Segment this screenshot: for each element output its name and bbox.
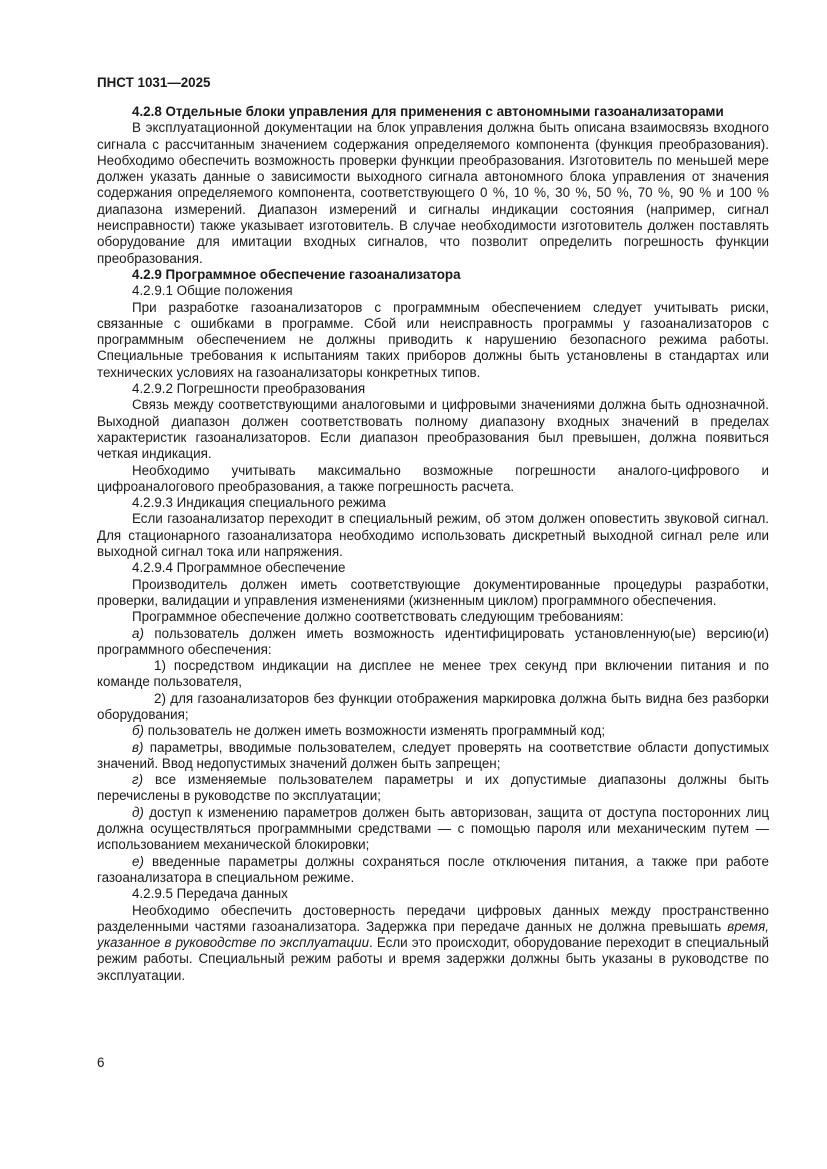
list-item-e: [97, 854, 769, 887]
section-4-2-9-5-paragraph: [97, 903, 769, 984]
section-4-2-9-2-paragraph-1: Связь между соответствующими аналоговыми и цифровыми значениями должна быть однозначной. Выходной диапазон должен соответствовать полному диапазону входных значений в пределах характеристик газоанализаторов. Если диапазон преобразования был превышен, должна появиться четкая индикация.: [97, 397, 769, 462]
section-4-2-9-2-heading: 4.2.9.2 Погрешности преобразования: [132, 381, 366, 397]
document-code: ПНСТ 1031—2025: [97, 75, 211, 90]
section-4-2-9-4-paragraph-2: Программное обеспечение должно соответствовать следующим требованиям:: [132, 609, 624, 625]
list-item-d-text: доступ к изменению параметров должен быть авторизован, защита от доступа посторонних лиц должна осуществляться программными средствами — с помощью пароля или механическим путем — использованием механической блокировки;: [97, 804, 769, 853]
section-4-2-9-1-paragraph: При разработке газоанализаторов с программным обеспечением следует учитывать риски, связанные с ошибками в программе. Сбой или неисправность программы у газоанализаторов с программным обеспечением не должны приводить к нарушению безопасного режима работы. Специальные требования к испытаниям таких приборов должны быть установлены в стандартах или технических условиях на газоанализаторы конкретных типов.: [97, 299, 769, 380]
section-4-2-9-5-heading: 4.2.9.5 Передача данных: [132, 886, 288, 902]
list-item-a: [97, 626, 769, 659]
list-item-v-text: параметры, вводимые пользователем, следует проверять на соответствие области допустимых значений. Ввод недопустимых значений должен быть запрещен;: [97, 739, 769, 771]
page-number: 6: [97, 1055, 105, 1070]
section-4-2-8-paragraph: В эксплуатационной документации на блок управления должна быть описана взаимосвязь входного сигнала с рассчитанным значением содержания определяемого компонента (функция преобразования). Необходимо обеспечить возможность проверки функции преобразования. Изготовитель по меньшей мере должен указать данные о зависимости выходного сигнала автономного блока управления от значения содержания определяемого компонента, соответствующего 0 %, 10 %, 30 %, 50 %, 70 %, 90 % и 100 % диапазона измерений. Диапазон измерений и сигналы индикации состояния (например, сигнал неисправности) также указывает изготовитель. В случае необходимости изготовитель должен поставлять оборудование для имитации входных сигналов, что позволит определить погрешность функции преобразования.: [97, 120, 769, 266]
data-transfer-text-start: Необходимо обеспечить достоверность передачи цифровых данных между пространственно разделенными частями газоанализатора. Задержка при передаче данных не должна превышать: [97, 902, 769, 934]
list-item-e-text: введенные параметры должны сохраняться после отключения питания, а также при работе газоанализатора в специальном режиме.: [97, 853, 769, 885]
list-item-a-1: 1) посредством индикации на дисплее не менее трех секунд при включении питания и по команде пользователя,: [97, 658, 769, 690]
section-4-2-9-1-heading: 4.2.9.1 Общие положения: [132, 283, 293, 299]
section-4-2-8-heading: 4.2.8 Отдельные блоки управления для применения с автономными газоанализаторами: [132, 104, 724, 119]
list-item-a-text: пользователь должен иметь возможность идентифицировать установленную(ые) версию(и) программного обеспечения:: [97, 625, 769, 657]
section-4-2-9-2-paragraph-2: Необходимо учитывать максимально возможные погрешности аналого-цифрового и цифроаналогового преобразования, а также погрешность расчета.: [97, 462, 769, 494]
list-item-v: [97, 740, 769, 773]
list-item-v-letter: в): [132, 739, 144, 755]
section-4-2-9-3-heading: 4.2.9.3 Индикация специального режима: [132, 495, 386, 511]
list-item-b-text: пользователь не должен иметь возможности изменять программный код;: [144, 723, 606, 739]
list-item-d-letter: д): [132, 804, 144, 820]
list-item-d: [97, 805, 769, 854]
list-item-a-2: 2) для газоанализаторов без функции отображения маркировка должна быть видна без разборки оборудования;: [97, 690, 769, 722]
data-transfer-italic-phrase: время, указанное в руководстве по эксплуатации: [97, 918, 769, 951]
section-4-2-9-heading: 4.2.9 Программное обеспечение газоанализатора: [132, 266, 461, 282]
list-item-b: [97, 723, 769, 739]
list-item-g-letter: г): [132, 772, 144, 788]
page-body: [97, 104, 769, 984]
section-4-2-9-3-paragraph: Если газоанализатор переходит в специальный режим, об этом должен оповестить звуковой сигнал. Для стационарного газоанализатора необходимо использовать дискретный выходной сигнал реле или выходной сигнал тока или напряжения.: [97, 511, 769, 560]
data-transfer-text-end: . Если это происходит, оборудование переходит в специальный режим работы. Специальный режим работы и время задержки должны быть указаны в руководстве по эксплуатации.: [97, 935, 769, 983]
list-item-b-letter: б): [132, 723, 144, 739]
section-4-2-9-4-paragraph-1: Производитель должен иметь соответствующие документированные процедуры разработки, проверки, валидации и управления изменениями (жизненным циклом) программного обеспечения.: [97, 576, 769, 608]
list-item-a-letter: а): [132, 625, 144, 641]
list-item-e-letter: е): [132, 853, 144, 869]
section-4-2-9-4-heading: 4.2.9.4 Программное обеспечение: [132, 560, 346, 576]
list-item-g-text: все изменяемые пользователем параметры и их допустимые диапазоны должны быть перечислены в руководстве по эксплуатации;: [97, 772, 769, 804]
list-item-g: [97, 772, 769, 805]
